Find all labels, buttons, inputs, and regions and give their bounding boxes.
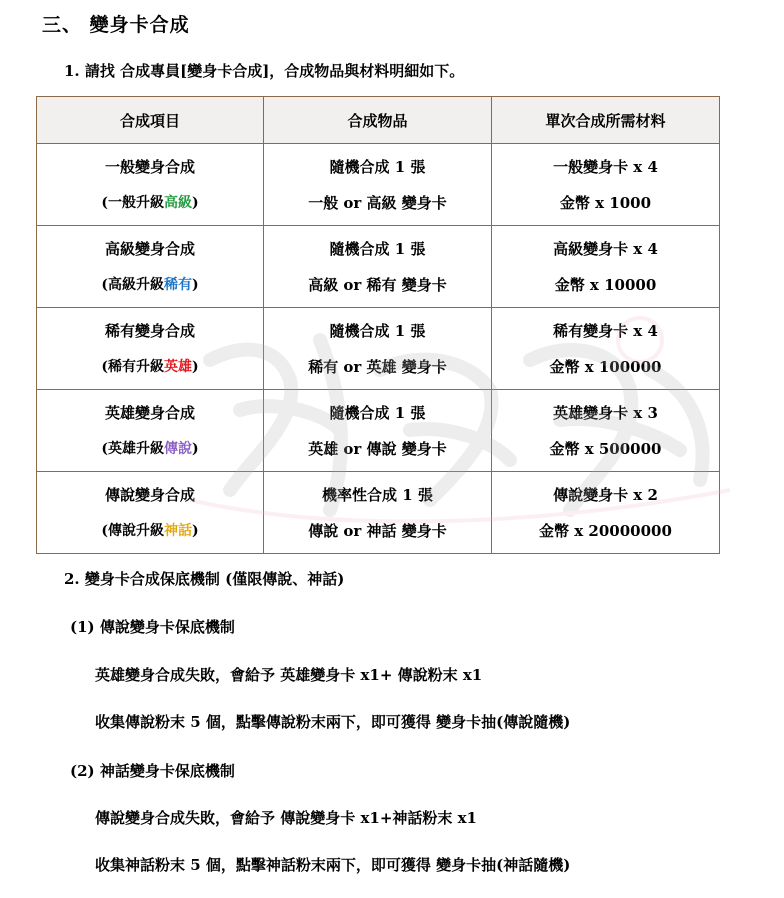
material-gold: 金幣 x 20000000 (539, 521, 672, 540)
craft-upgrade (37, 185, 263, 221)
material-cell (492, 472, 720, 554)
upgrade-tier: 傳說 (164, 440, 192, 457)
result-line-2: 一般 or 高級 變身卡 (308, 193, 447, 212)
material-gold: 金幣 x 500000 (549, 439, 662, 458)
craft-name: 高級變身合成 (104, 239, 195, 258)
material-card: 稀有變身卡 x 4 (553, 321, 658, 340)
upgrade-tier: 高級 (164, 194, 192, 211)
section2-title: 2. 變身卡合成保底機制 (僅限傳說、神話) (64, 570, 345, 588)
upgrade-tier: 英雄 (164, 358, 192, 375)
table-row (37, 390, 720, 472)
material-cell (492, 144, 720, 226)
table-row (37, 226, 720, 308)
craft-cell (37, 144, 264, 226)
result-line-2: 英雄 or 傳說 變身卡 (308, 439, 447, 458)
upgrade-suffix: ) (192, 440, 199, 457)
result-line-1: 隨機合成 1 張 (329, 157, 426, 176)
header-craft-item: 合成項目 (37, 97, 264, 144)
material-cell (492, 226, 720, 308)
table-row (37, 472, 720, 554)
result-cell (264, 226, 492, 308)
craft-upgrade (37, 513, 263, 549)
upgrade-prefix: (一般升級 (101, 194, 164, 211)
craft-name: 一般變身合成 (104, 157, 195, 176)
material-card: 傳說變身卡 x 2 (553, 485, 658, 504)
table-header-row (37, 97, 720, 144)
craft-cell (37, 390, 264, 472)
material-gold: 金幣 x 10000 (554, 275, 657, 294)
upgrade-prefix: (高級升級 (101, 276, 164, 293)
craft-cell (37, 308, 264, 390)
myth-guarantee-line1: 傳說變身合成失敗，會給予 傳說變身卡 x1+神話粉末 x1 (95, 809, 477, 827)
result-cell (264, 144, 492, 226)
table-row (37, 308, 720, 390)
craft-name: 稀有變身合成 (104, 321, 195, 340)
material-gold: 金幣 x 100000 (549, 357, 662, 376)
result-cell (264, 472, 492, 554)
result-line-1: 隨機合成 1 張 (329, 403, 426, 422)
craft-cell (37, 226, 264, 308)
result-line-1: 隨機合成 1 張 (329, 239, 426, 258)
legend-guarantee-title: (1) 傳說變身卡保底機制 (70, 618, 235, 636)
upgrade-prefix: (傳說升級 (101, 522, 164, 539)
upgrade-tier: 稀有 (164, 276, 192, 293)
craft-name: 傳說變身合成 (104, 485, 195, 504)
upgrade-suffix: ) (192, 276, 199, 293)
craft-upgrade (37, 431, 263, 467)
result-cell (264, 390, 492, 472)
legend-guarantee-line2: 收集傳說粉末 5 個，點擊傳說粉末兩下，即可獲得 變身卡抽(傳說隨機) (95, 713, 571, 731)
upgrade-prefix: (稀有升級 (101, 358, 164, 375)
craft-upgrade (37, 267, 263, 303)
myth-guarantee-line2: 收集神話粉末 5 個，點擊神話粉末兩下，即可獲得 變身卡抽(神話隨機) (95, 856, 571, 874)
result-line-2: 高級 or 稀有 變身卡 (308, 275, 447, 294)
result-line-1: 機率性合成 1 張 (322, 485, 433, 504)
result-line-2: 稀有 or 英雄 變身卡 (308, 357, 447, 376)
result-line-1: 隨機合成 1 張 (329, 321, 426, 340)
upgrade-suffix: ) (192, 194, 199, 211)
craft-name: 英雄變身合成 (104, 403, 195, 422)
table-row (37, 144, 720, 226)
myth-guarantee-title: (2) 神話變身卡保底機制 (70, 762, 235, 780)
material-card: 英雄變身卡 x 3 (553, 403, 658, 422)
result-cell (264, 308, 492, 390)
material-card: 高級變身卡 x 4 (553, 239, 658, 258)
upgrade-prefix: (英雄升級 (101, 440, 164, 457)
craft-table (36, 96, 720, 554)
header-result: 合成物品 (264, 97, 492, 144)
legend-guarantee-line1: 英雄變身合成失敗，會給予 英雄變身卡 x1+ 傳說粉末 x1 (95, 666, 483, 684)
material-card: 一般變身卡 x 4 (553, 157, 658, 176)
section-heading: 三、 變身卡合成 (42, 14, 190, 36)
craft-upgrade (37, 349, 263, 385)
material-cell (492, 308, 720, 390)
craft-cell (37, 472, 264, 554)
header-materials: 單次合成所需材料 (492, 97, 720, 144)
result-line-2: 傳說 or 神話 變身卡 (308, 521, 447, 540)
material-gold: 金幣 x 1000 (559, 193, 652, 212)
upgrade-suffix: ) (192, 358, 199, 375)
material-cell (492, 390, 720, 472)
upgrade-suffix: ) (192, 522, 199, 539)
upgrade-tier: 神話 (164, 522, 192, 539)
intro-text: 1. 請找 合成專員[變身卡合成]，合成物品與材料明細如下。 (64, 62, 465, 80)
